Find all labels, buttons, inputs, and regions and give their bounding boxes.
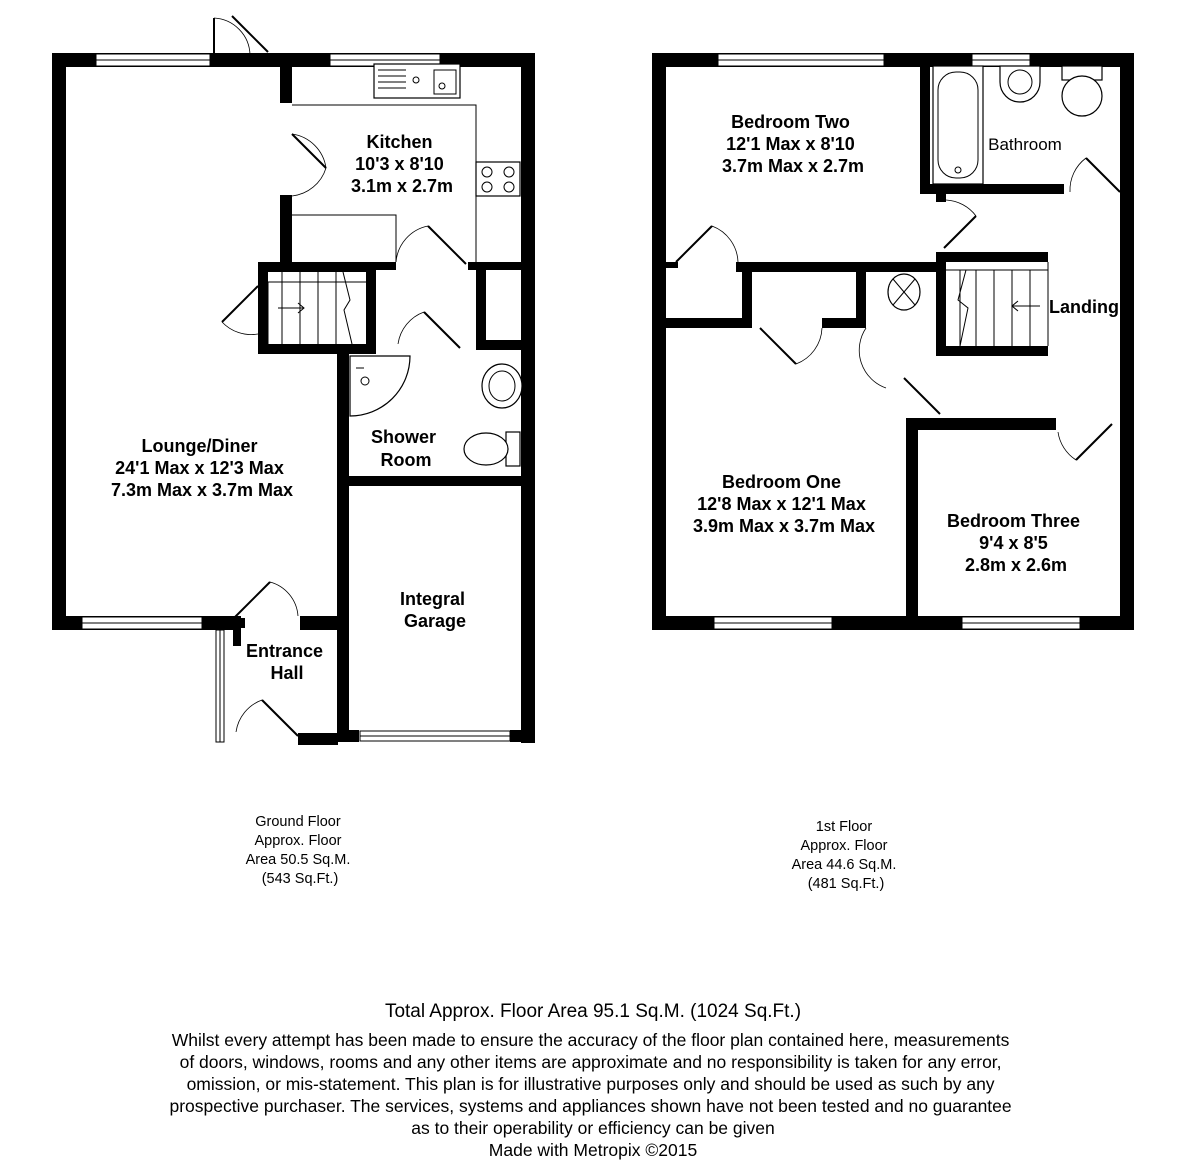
kitchen-label: Kitchen 10'3 x 8'10 3.1m x 2.7m [350,132,454,196]
first-floor-area-note: 1st Floor Approx. Floor Area 44.6 Sq.M. (481 Sq.Ft.) [791,819,897,892]
bathroom-label: Bathroom [988,135,1062,154]
landing-label: Landing [1049,297,1119,317]
total-area-text: Total Approx. Floor Area 95.1 Sq.M. (1024 Sq.Ft.) [384,1001,802,1022]
ground-floor-plan [52,16,535,745]
bedroom-one-label: Bedroom One 12'8 Max x 12'1 Max 3.9m Max x 3.7m Max [692,472,876,536]
metropix-credit: Made with Metropix ©2015 [488,1140,698,1160]
bedroom-three-label: Bedroom Three 9'4 x 8'5 2.8m x 2.6m [946,511,1081,575]
entrance-hall-label: Entrance Hall [245,641,324,683]
disclaimer-text: Whilst every attempt has been made to ensure the accuracy of the floor plan contained here, measurements of doors, windows, rooms and any other items are approximate and no responsibility is taken for any error, omission, or mis-statement. This plan is for illustrative purposes only and should be used as such by any prospective purchaser. The services, systems and appliances shown have not been tested and no guarantee as to their operability or efficiency can be given [169,1030,1012,1138]
ground-floor-area-note: Ground Floor Approx. Floor Area 50.5 Sq.M. (543 Sq.Ft.) [245,814,351,887]
shower-room-label: Shower Room [370,427,436,470]
bedroom-two-label: Bedroom Two 12'1 Max x 8'10 3.7m Max x 2.7m [721,112,865,176]
room-labels [111,112,1119,683]
integral-garage-label: Integral Garage [399,589,467,631]
floor-area-notes [246,814,901,892]
footer [169,1001,1016,1160]
lounge-diner-label: Lounge/Diner 24'1 Max x 12'3 Max 7.3m Max x 3.7m Max [110,436,294,500]
